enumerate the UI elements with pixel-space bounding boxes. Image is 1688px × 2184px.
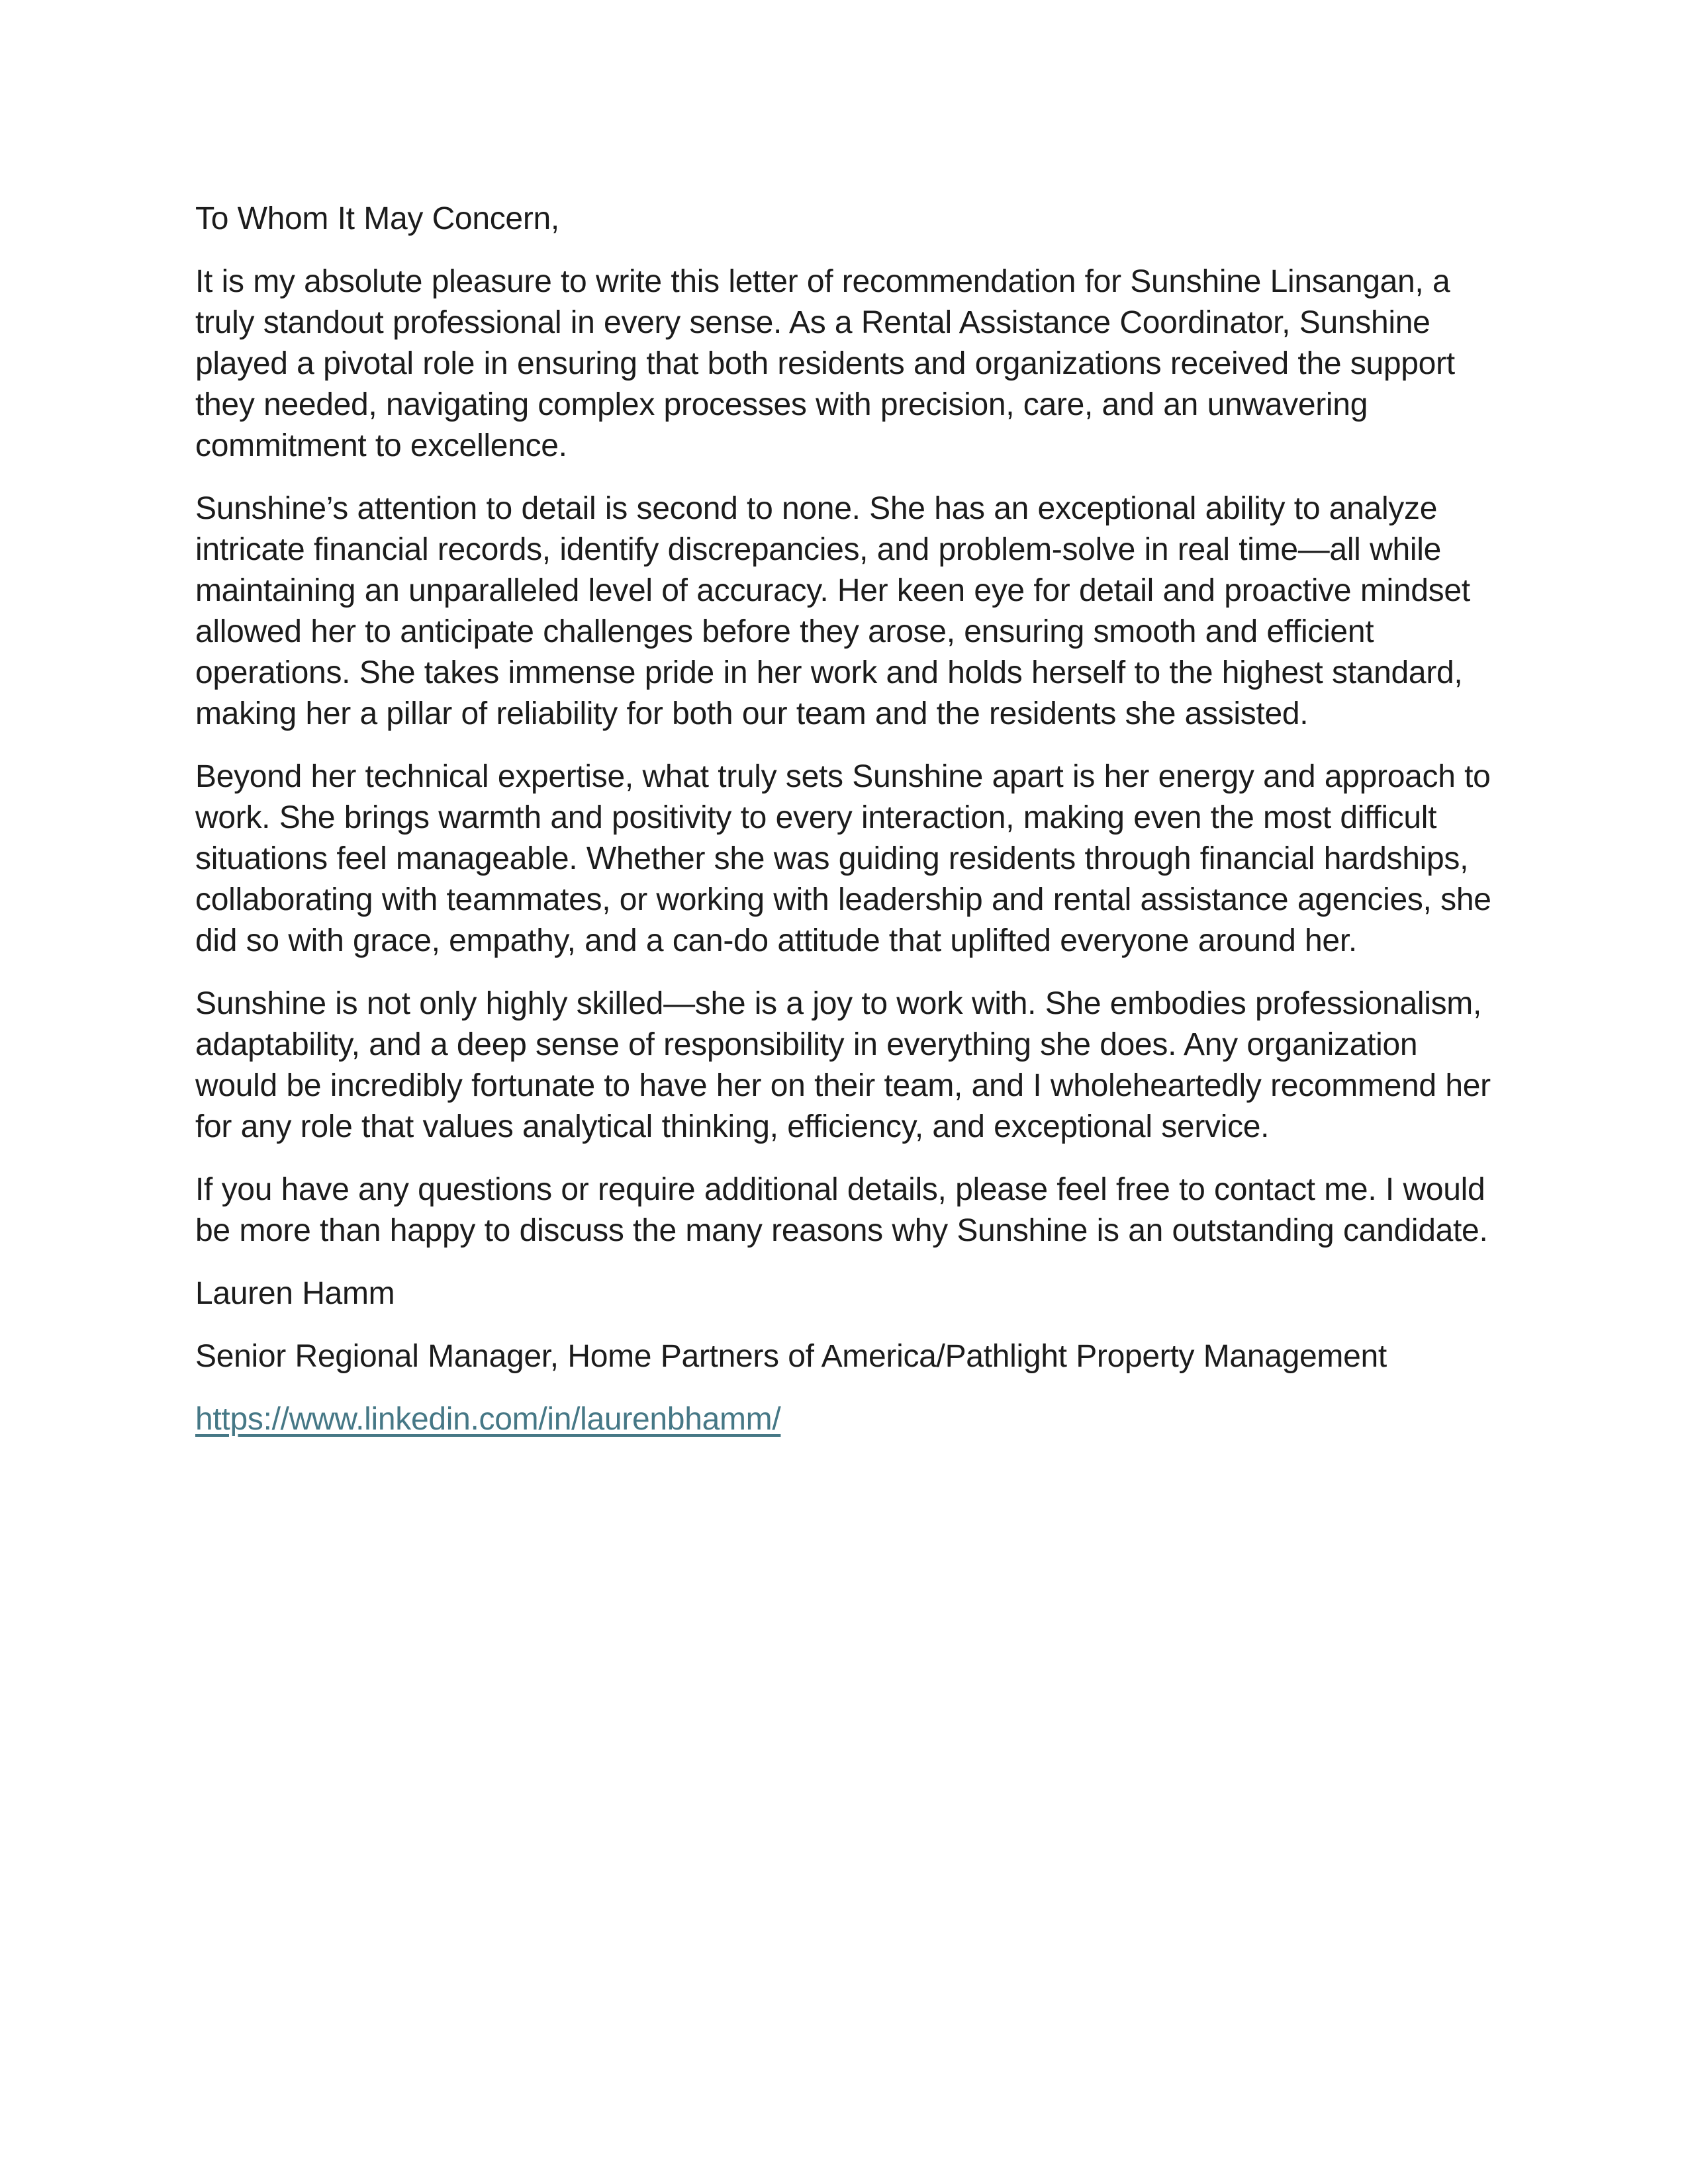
signature-name: Lauren Hamm xyxy=(195,1276,395,1311)
salutation: To Whom It May Concern, xyxy=(195,201,559,236)
paragraph-contact: If you have any questions or require additional details, please feel free to contact me. I would be more than happy to discuss the many reasons why Sunshine is an outstanding candidate. xyxy=(195,1172,1488,1248)
paragraph-recommendation: Sunshine is not only highly skilled—she is a joy to work with. She embodies professionalism, adaptability, and a deep sense of responsibility in everything she does. Any organization would be incredibly fortunate to have her on their team, and I wholeheartedly recommend her for any role that values analytical thinking, efficiency, and exceptional service. xyxy=(195,986,1491,1144)
paragraph-introduction: It is my absolute pleasure to write this letter of recommendation for Sunshine Linsangan, a truly standout professional in every sense. As a Rental Assistance Coordinator, Sunshine played a pivotal role in ensuring that both residents and organizations received the support they needed, navigating complex processes with precision, care, and an unwavering commitment to excellence. xyxy=(195,264,1455,463)
paragraph-energy-and-approach: Beyond her technical expertise, what truly sets Sunshine apart is her energy and approach to work. She brings warmth and positivity to every interaction, making even the most difficult situations feel manageable. Whether she was guiding residents through financial hardships, collaborating with teammates, or working with leadership and rental assistance agencies, she did so with grace, empathy, and a can-do attitude that uplifted everyone around her. xyxy=(195,759,1491,958)
linkedin-profile-link[interactable]: https://www.linkedin.com/in/laurenbhamm/ xyxy=(195,1402,781,1437)
paragraph-attention-to-detail: Sunshine’s attention to detail is second to none. She has an exceptional ability to analyze intricate financial records, identify discrepancies, and problem-solve in real time—all while maintaining an unparalleled level of accuracy. Her keen eye for detail and proactive mindset allowed her to anticipate challenges before they arose, ensuring smooth and efficient operations. She takes immense pride in her work and holds herself to the highest standard, making her a pillar of reliability for both our team and the residents she assisted. xyxy=(195,491,1470,731)
signature-link-line xyxy=(195,1399,1493,1440)
signature-title: Senior Regional Manager, Home Partners of America/Pathlight Property Management xyxy=(195,1339,1387,1374)
